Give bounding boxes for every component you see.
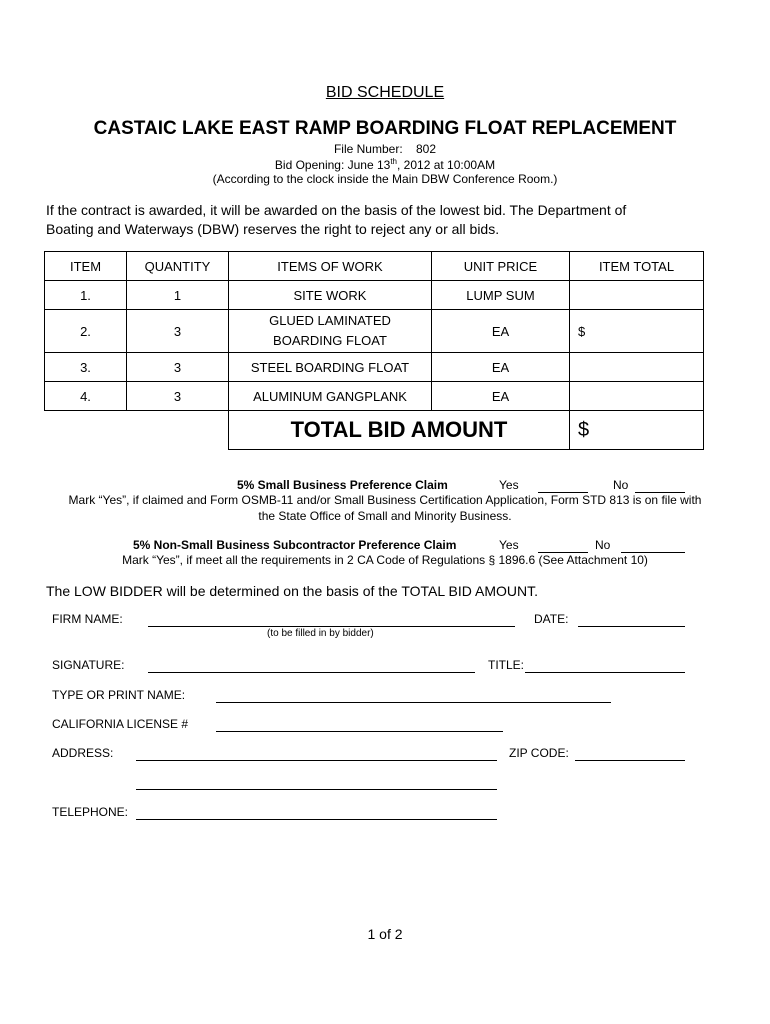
date-label: DATE: — [534, 612, 569, 626]
signature-field[interactable] — [148, 672, 475, 673]
row-work: STEEL BOARDING FLOAT — [229, 353, 432, 382]
intro-paragraph — [46, 201, 626, 239]
small-no-label: No — [613, 478, 629, 492]
row-item: 3. — [45, 353, 127, 382]
total-bid-amount-value[interactable]: $ — [570, 411, 704, 450]
license-label: CALIFORNIA LICENSE # — [52, 717, 189, 731]
table-row — [45, 353, 704, 382]
zip-code-label: ZIP CODE: — [509, 746, 569, 760]
row-unit-price[interactable]: EA — [432, 310, 570, 353]
row-unit-price[interactable]: LUMP SUM — [432, 281, 570, 310]
row-work-line-1: GLUED LAMINATED — [269, 313, 391, 328]
file-number-value: 802 — [416, 142, 437, 156]
file-number-line — [0, 142, 770, 156]
row-total[interactable] — [570, 353, 704, 382]
signature-label: SIGNATURE: — [52, 658, 125, 672]
row-total[interactable]: $ — [570, 310, 704, 353]
header-quantity: QUANTITY — [127, 252, 229, 281]
total-spacer — [127, 411, 229, 450]
address-line-2-field[interactable] — [136, 789, 497, 790]
table-row — [45, 382, 704, 411]
header-unit-price: UNIT PRICE — [432, 252, 570, 281]
small-business-note-1: Mark “Yes”, if claimed and Form OSMB-11 and/or Small Business Certification Application, Form STD 813 is on file with — [68, 493, 702, 507]
row-total[interactable] — [570, 281, 704, 310]
address-field[interactable] — [136, 760, 497, 761]
file-number-label: File Number: — [333, 142, 403, 156]
row-work: SITE WORK — [229, 281, 432, 310]
date-field[interactable] — [578, 626, 685, 627]
print-name-field[interactable] — [216, 702, 611, 703]
row-work — [229, 310, 432, 353]
table-row — [45, 281, 704, 310]
row-quantity: 3 — [127, 382, 229, 411]
bid-opening-text: Bid Opening: June 13 — [274, 158, 391, 172]
table-row — [45, 310, 704, 353]
low-bidder-statement: The LOW BIDDER will be determined on the basis of the TOTAL BID AMOUNT. — [46, 583, 539, 599]
title-label: TITLE: — [488, 658, 525, 672]
zip-code-field[interactable] — [575, 760, 685, 761]
page-number: 1 of 2 — [367, 926, 403, 942]
row-item: 4. — [45, 382, 127, 411]
row-quantity: 3 — [127, 310, 229, 353]
table-header-row — [45, 252, 704, 281]
total-row — [45, 411, 704, 450]
nonsmall-no-label: No — [595, 538, 611, 552]
bid-schedule-heading: BID SCHEDULE — [325, 84, 445, 101]
total-spacer — [45, 411, 127, 450]
small-business-title: 5% Small Business Preference Claim — [237, 478, 448, 492]
intro-line-2: Boating and Waterways (DBW) reserves the right to reject any or all bids. — [46, 221, 500, 237]
row-item: 1. — [45, 281, 127, 310]
title-field[interactable] — [525, 672, 685, 673]
project-title: CASTAIC LAKE EAST RAMP BOARDING FLOAT REPLACEMENT — [93, 118, 677, 139]
clock-note: (According to the clock inside the Main DBW Conference Room.) — [212, 172, 558, 186]
header-items-of-work: ITEMS OF WORK — [229, 252, 432, 281]
total-bid-amount-label — [229, 411, 570, 450]
row-total[interactable] — [570, 382, 704, 411]
row-work-line-2: BOARDING FLOAT — [273, 333, 387, 348]
filled-by-bidder-note: (to be filled in by bidder) — [267, 628, 374, 639]
print-name-label: TYPE OR PRINT NAME: — [52, 688, 186, 702]
row-work: ALUMINUM GANGPLANK — [229, 382, 432, 411]
small-yes-label: Yes — [499, 478, 519, 492]
address-label: ADDRESS: — [52, 746, 114, 760]
bid-table — [44, 251, 704, 450]
license-field[interactable] — [216, 731, 503, 732]
row-unit-price[interactable]: EA — [432, 353, 570, 382]
non-small-business-note: Mark “Yes”, if meet all the requirements in 2 CA Code of Regulations § 1896.6 (See Attachment 10) — [122, 553, 648, 567]
header-item: ITEM — [45, 252, 127, 281]
telephone-label: TELEPHONE: — [52, 805, 129, 819]
row-item: 2. — [45, 310, 127, 353]
row-quantity: 3 — [127, 353, 229, 382]
row-unit-price[interactable]: EA — [432, 382, 570, 411]
bid-opening-line — [0, 157, 770, 172]
telephone-field[interactable] — [136, 819, 497, 820]
bid-opening-time: , 2012 at 10:00AM — [397, 158, 496, 172]
total-label-text: TOTAL BID AMOUNT — [290, 417, 508, 442]
small-business-note-2: the State Office of Small and Minority Business. — [258, 509, 512, 523]
firm-name-label: FIRM NAME: — [52, 612, 123, 626]
bid-opening-sup: th — [390, 157, 397, 166]
nonsmall-yes-label: Yes — [499, 538, 519, 552]
intro-line-1: If the contract is awarded, it will be awarded on the basis of the lowest bid. The Department of — [46, 202, 627, 218]
non-small-business-title: 5% Non-Small Business Subcontractor Preference Claim — [133, 538, 457, 552]
row-quantity: 1 — [127, 281, 229, 310]
firm-name-field[interactable] — [148, 626, 515, 627]
header-item-total: ITEM TOTAL — [570, 252, 704, 281]
